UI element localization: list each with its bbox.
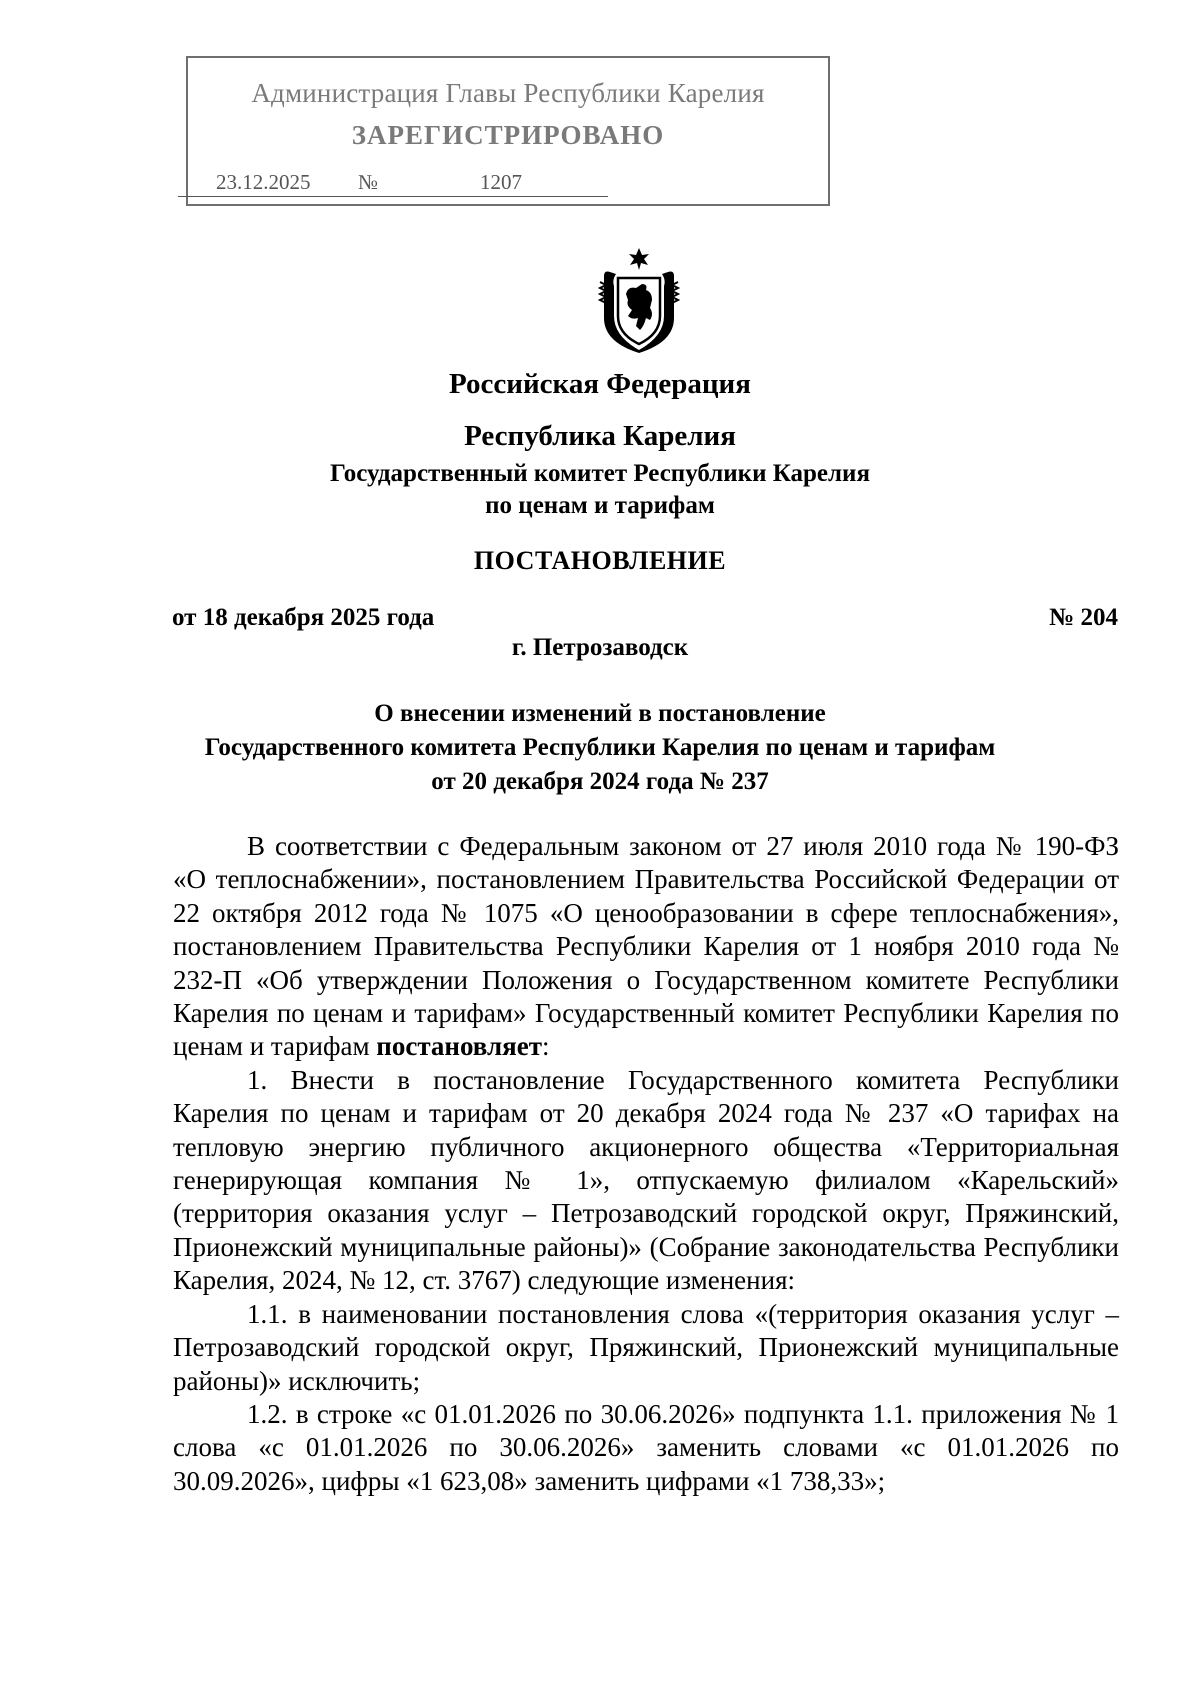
stamp-number-sign: № (358, 170, 379, 194)
clause-1: 1. Внести в постановление Государственного комитета Республики Карелия по ценам и тарифам от 20 декабря 2024 года № 237 «О тарифах на тепловую энергию публичного акционерного общества «Территориальная генерирующая компания № 1», отпускаемую филиалом «Карельский» (территория оказания услуг – Петрозаводский городской округ, Пряжинский, Прионежский муниципальные районы)» (Собрание законодательства Республики Карелия, 2024, № 12, ст. 3767) следующие изменения: (173, 1064, 1119, 1296)
preamble-text: В соответствии с Федеральным законом от 27 июля 2010 года № 190-ФЗ «О теплоснабжении», постановлением Правительства Российской Федерации от 22 октября 2012 года № 1075 «О ценообразовании в сфере теплоснабжения», постановлением Правительства Республики Карелия от 1 ноября 2010 года № 232-П «Об утверждении Положения о Государственном комитете Республики Карелия по ценам и тарифам» Государственный комитет Республики Карелия по ценам и тарифам (173, 831, 1119, 1062)
stamp-date: 23.12.2025 (216, 170, 311, 194)
document-type: ПОСТАНОВЛЕНИЕ (473, 546, 727, 575)
document-number: № 204 (1049, 604, 1118, 631)
document-date: от 18 декабря 2025 года (172, 604, 435, 631)
registration-stamp (186, 56, 830, 206)
preamble-colon: : (542, 1031, 550, 1062)
karelia-coat-of-arms-icon (596, 246, 682, 354)
document-title-line-3: от 20 декабря 2024 года № 237 (431, 768, 769, 795)
document-body (173, 830, 1119, 1498)
preamble-decree-word: постановляет (376, 1031, 543, 1062)
clause-1-1: 1.1. в наименовании постановления слова «(территория оказания услуг – Петрозаводский городской округ, Пряжинский, Прионежский муниципальные районы)» исключить; (173, 1298, 1119, 1396)
preamble-paragraph (173, 830, 1119, 1064)
document-title-line-1: О внесении изменений в постановление (374, 700, 826, 727)
document-city: г. Петрозаводск (511, 634, 689, 661)
country-heading: Российская Федерация (449, 368, 751, 400)
republic-heading: Республика Карелия (464, 420, 736, 452)
document-title-line-2: Государственного комитета Республики Карелия по ценам и тарифам (204, 734, 996, 761)
clause-1-2: 1.2. в строке «с 01.01.2026 по 30.06.2026» подпункта 1.1. приложения № 1 слова «с 01.01.2026 по 30.06.2026» заменить словами «с 01.01.2026 по 30.09.2026», цифры «1 623,08» заменить цифрами «1 738,33»; (173, 1398, 1119, 1496)
stamp-number: 1207 (480, 170, 522, 194)
stamp-authority: Администрация Главы Республики Карелия (251, 78, 765, 108)
stamp-underline (178, 196, 608, 197)
committee-subheading: по ценам и тарифам (485, 492, 715, 519)
committee-heading: Государственный комитет Республики Карелия (330, 460, 870, 487)
stamp-registered: ЗАРЕГИСТРИРОВАНО (351, 120, 665, 150)
